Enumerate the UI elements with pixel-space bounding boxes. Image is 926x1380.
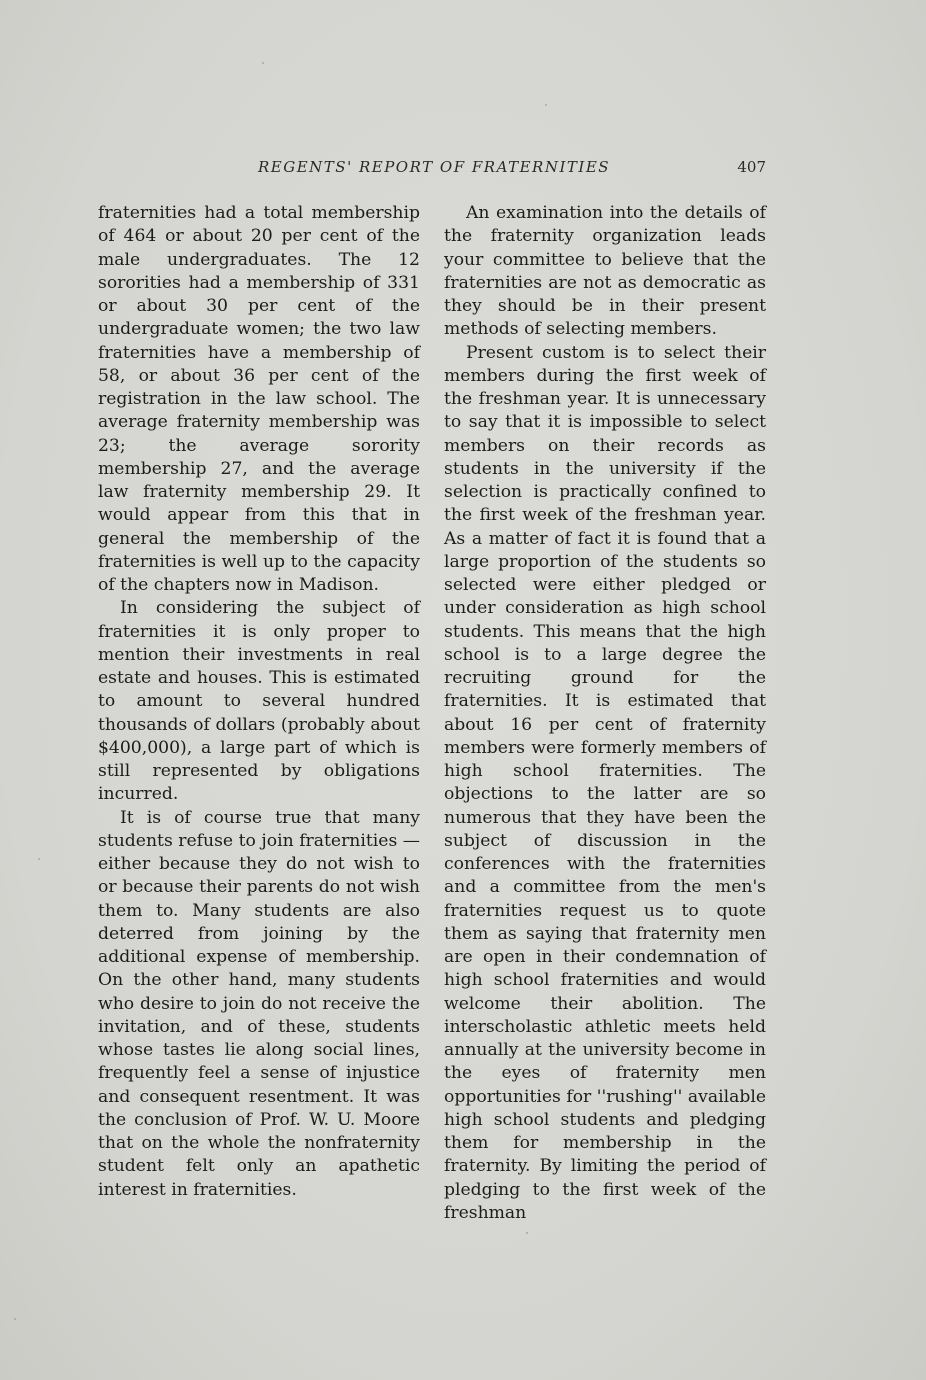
paragraph: Present custom is to select their members during the first week of the freshman year. It is unnecessary to say that it is impossible to select members on their records as students in the university if the selection is practically confined to the first week of the freshman year. As a matter of fact it is found that a large proportion of the students so selected were either pledged or under consideration as high school students. This means that the high school is to a large degree the recruiting ground for the fraternities. It is estimated that about 16 per cent of fraternity members were formerly members of high school fraternities. The objections to the latter are so numerous that they have been the subject of discussion in the conferences with the fraternities and a committee from the men's fraternities request us to quote them as saying that fraternity men are open in their condemnation of high school fraternities and would welcome their abolition. The interscholastic athletic meets held annually at the university become in the eyes of fraternity men opportunities for ''rushing'' available high school students and pledging them for membership in the fraternity. By limiting the period of pledging to the first week of the freshman [444, 342, 766, 1223]
paragraph: It is of course true that many students refuse to join fraternities —either because they do not wish to or because their parents do not wish them to. Many students are also deterred from joining by the additional expense of membership. On the other hand, many students who desire to join do not receive the invitation, and of these, students whose tastes lie along social lines, frequently feel a sense of injustice and consequent resentment. It was the conclusion of Prof. W. U. Moore that on the whole the nonfraternity student felt only an apathetic interest in fraternities. [98, 807, 420, 1200]
paragraph: fraternities had a total membership of 464 or about 20 per cent of the male undergraduates. The 12 sororities had a membership of 331 or about 30 per cent of the undergraduate women; the two law fraternities have a membership of 58, or about 36 per cent of the registration in the law school. The average fraternity membership was 23; the average sorority membership 27, and the average law fraternity membership 29. It would appear from this that in general the membership of the fraternities is well up to the capacity of the chapters now in Madison. [98, 203, 420, 595]
paper-speck [262, 62, 264, 64]
paper-speck [38, 858, 40, 860]
paragraph: An examination into the details of the fraternity organization leads your committee to believe that the fraternities are not as democratic as they should be in their present methods of selecting members. [444, 203, 766, 340]
running-title: REGENTS' REPORT OF FRATERNITIES [258, 158, 611, 176]
page-header [98, 158, 768, 180]
paper-speck [526, 1232, 528, 1234]
page-number: 407 [737, 158, 766, 176]
paragraph: In considering the subject of fraternities it is only proper to mention their investments in real estate and houses. This is estimated to amount to several hundred thousands of dollars (probably about $400,000), a large part of which is still represented by obligations incurred. [98, 598, 420, 805]
paper-speck [545, 104, 547, 106]
paper-speck [14, 1318, 16, 1320]
right-column [444, 202, 766, 1225]
left-column [98, 202, 420, 1202]
